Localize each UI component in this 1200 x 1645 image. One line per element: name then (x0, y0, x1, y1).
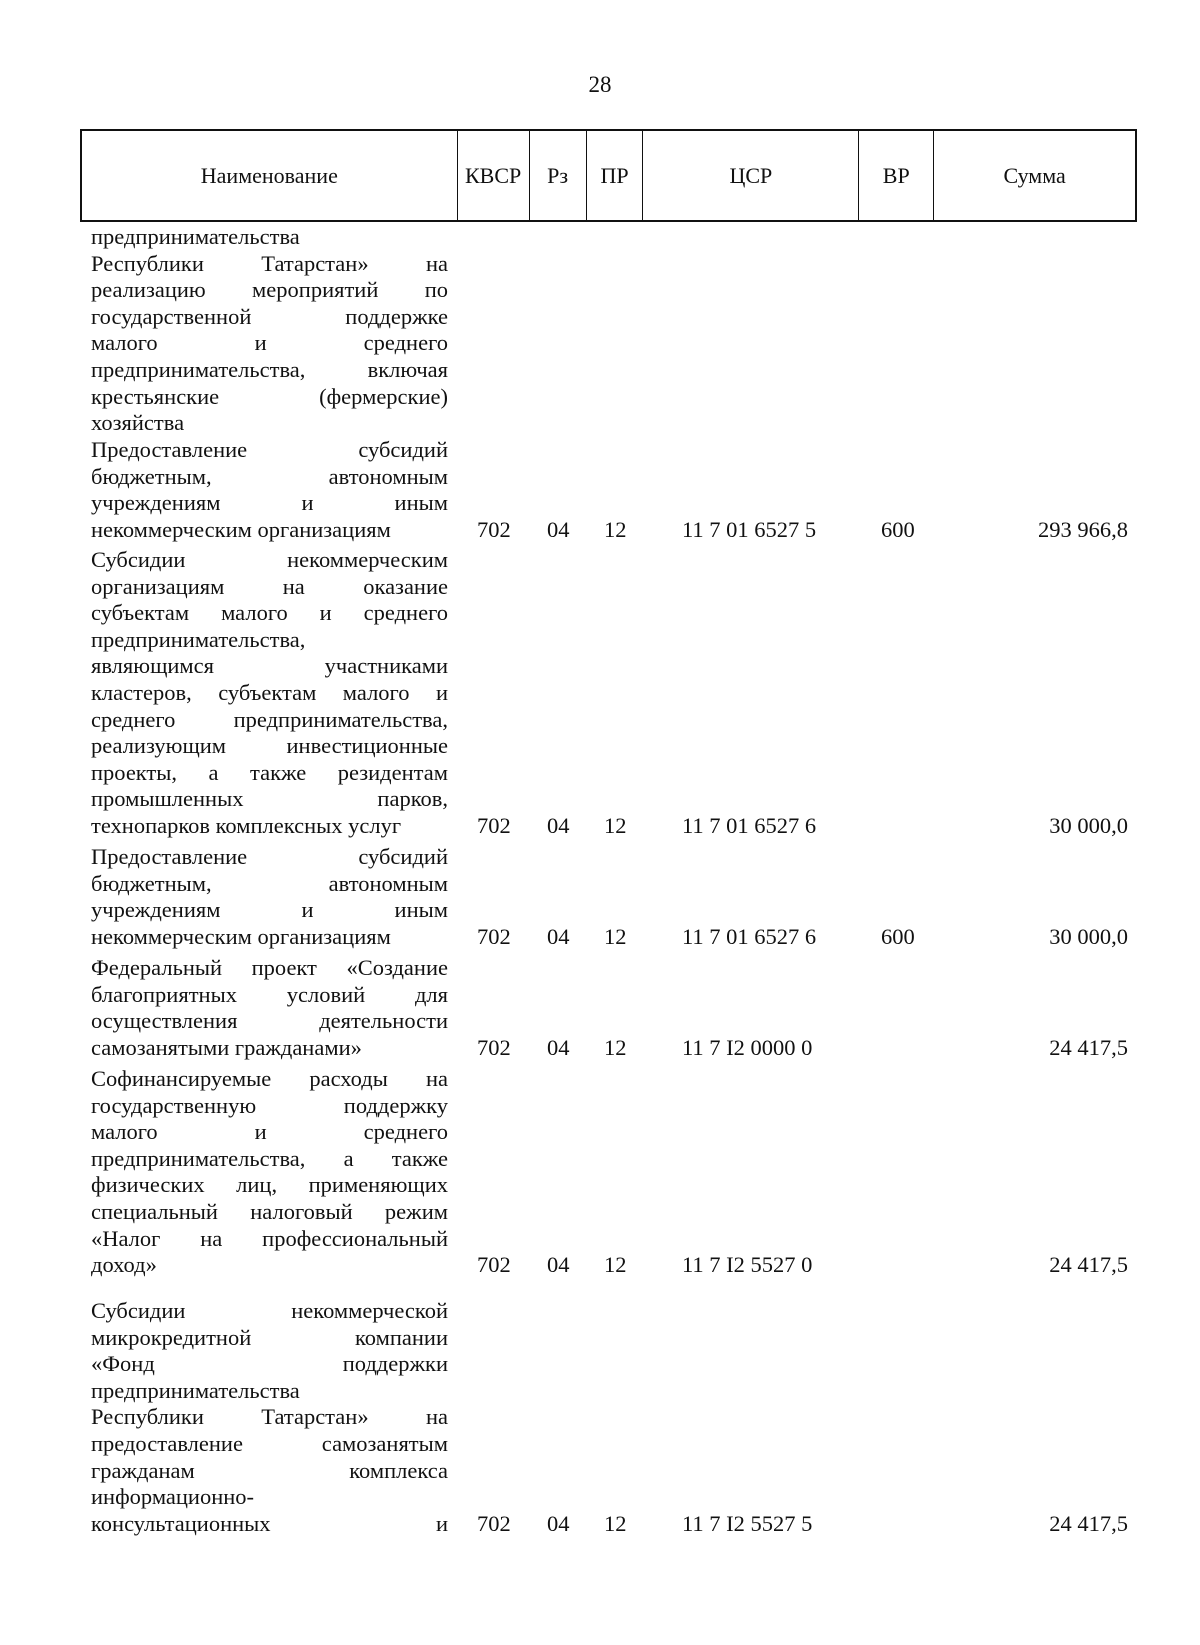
row-name-line: проекты, а также резидентам (91, 759, 448, 785)
row-name-line: являющимся участниками (91, 653, 448, 679)
row-name-line: Субсидии некоммерческой (91, 1298, 448, 1323)
row-name-line: предпринимательства, включая (91, 356, 448, 382)
row-name-line: физических лиц, применяющих (91, 1172, 448, 1198)
row-name (91, 437, 448, 543)
row-name-line: Федеральный проект «Создание (91, 955, 448, 980)
row-name-line: учреждениям и иным (91, 490, 448, 516)
row-name-line: хозяйства (91, 410, 185, 436)
header-kvsr: КВСР (458, 131, 530, 220)
row-name (91, 844, 448, 950)
header-pr: ПР (587, 131, 644, 220)
row-name-line: некоммерческим организациям (91, 923, 391, 949)
row-name-line: субъектам малого и среднего (91, 600, 448, 626)
row-pr: 12 (604, 923, 627, 949)
header-sum: Сумма (1003, 162, 1066, 188)
row-sum: 24 417,5 (1049, 1510, 1128, 1536)
row-rz: 04 (547, 1252, 570, 1278)
row-name-line: малого и среднего (91, 1119, 448, 1145)
row-name-line: самозанятыми гражданами» (91, 1034, 362, 1060)
row-rz: 04 (547, 1510, 570, 1536)
row-name (91, 1066, 448, 1279)
row-name-line: предпринимательства, а также (91, 1145, 448, 1171)
row-name-line: гражданам комплекса (91, 1457, 448, 1483)
row-sum: 24 417,5 (1049, 1252, 1128, 1278)
row-pr: 12 (604, 516, 627, 542)
row-name-line: предпринимательства, (91, 626, 306, 652)
row-pr: 12 (604, 813, 627, 838)
row-name-line: консультационных и (91, 1510, 448, 1536)
row-name-line: «Фонд поддержки (91, 1351, 448, 1377)
row-csr: 11 7 I2 5527 5 (682, 1510, 813, 1536)
header-name: Наименование (82, 131, 458, 220)
row-pr: 12 (604, 1252, 627, 1278)
row-name-line: организациям на оказание (91, 573, 448, 599)
row-rz: 04 (547, 813, 570, 838)
row-name-line: Предоставление субсидий (91, 437, 448, 462)
row-name-line: предпринимательства (91, 1377, 300, 1403)
row-name-line: крестьянские (фермерские) (91, 383, 448, 409)
row-name-line: малого и среднего (91, 330, 448, 356)
row-name (91, 1298, 448, 1537)
row-name-line: Субсидии некоммерческим (91, 547, 448, 572)
row-name (91, 547, 448, 840)
row-name-line: доход» (91, 1252, 157, 1278)
row-name-line: промышленных парков, (91, 786, 448, 812)
row-kvsr: 702 (477, 1034, 511, 1060)
row-name-line: Республики Татарстан» на (91, 1404, 448, 1430)
row-sum: 293 966,8 (1038, 516, 1128, 542)
row-name-line: реализующим инвестиционные (91, 733, 448, 759)
row-name-line: предоставление самозанятым (91, 1430, 448, 1456)
row-name (91, 224, 448, 437)
page-number: 28 (588, 72, 612, 97)
row-name-line: Предоставление субсидий (91, 844, 448, 869)
row-name-line: государственной поддержке (91, 303, 448, 329)
row-name-line: бюджетным, автономным (91, 463, 448, 489)
row-csr: 11 7 I2 5527 0 (682, 1252, 813, 1278)
row-name-line: предпринимательства (91, 224, 300, 249)
row-name-line: государственную поддержку (91, 1092, 448, 1118)
row-kvsr: 702 (477, 516, 511, 542)
row-name-line: «Налог на профессиональный (91, 1225, 448, 1251)
row-csr: 11 7 01 6527 6 (682, 923, 817, 949)
row-name-line: информационно- (91, 1484, 255, 1510)
row-name (91, 955, 448, 1061)
row-kvsr: 702 (477, 1510, 511, 1536)
row-sum: 24 417,5 (1049, 1034, 1128, 1060)
row-rz: 04 (547, 516, 570, 542)
row-vr: 600 (881, 923, 915, 949)
header-csr: ЦСР (643, 131, 859, 220)
row-kvsr: 702 (477, 1252, 511, 1278)
header-vr: ВР (859, 131, 934, 220)
row-pr: 12 (604, 1510, 627, 1536)
row-sum: 30 000,0 (1049, 813, 1128, 838)
row-name-line: реализацию мероприятий по (91, 277, 448, 303)
row-kvsr: 702 (477, 813, 511, 838)
row-name-line: бюджетным, автономным (91, 870, 448, 896)
row-rz: 04 (547, 1034, 570, 1060)
row-name-line: Республики Татарстан» на (91, 250, 448, 276)
row-name-line: Софинансируемые расходы на (91, 1066, 448, 1091)
row-name-line: технопарков комплексных услуг (91, 812, 402, 838)
row-sum: 30 000,0 (1049, 923, 1128, 949)
row-rz: 04 (547, 923, 570, 949)
table-header (80, 129, 1137, 222)
row-csr: 11 7 01 6527 5 (682, 516, 817, 542)
row-name-line: учреждениям и иным (91, 897, 448, 923)
row-name-line: некоммерческим организациям (91, 516, 391, 542)
row-kvsr: 702 (477, 923, 511, 949)
row-name-line: специальный налоговый режим (91, 1198, 448, 1224)
row-name-line: кластеров, субъектам малого и (91, 679, 448, 705)
row-name-line: благоприятных условий для (91, 981, 448, 1007)
row-vr: 600 (881, 516, 915, 542)
row-pr: 12 (604, 1034, 627, 1060)
row-csr: 11 7 I2 0000 0 (682, 1034, 813, 1060)
row-name-line: микрокредитной компании (91, 1324, 448, 1350)
row-name-line: среднего предпринимательства, (91, 706, 448, 732)
row-name-line: осуществления деятельности (91, 1008, 448, 1034)
header-rz: Рз (530, 131, 587, 220)
row-csr: 11 7 01 6527 6 (682, 813, 817, 838)
